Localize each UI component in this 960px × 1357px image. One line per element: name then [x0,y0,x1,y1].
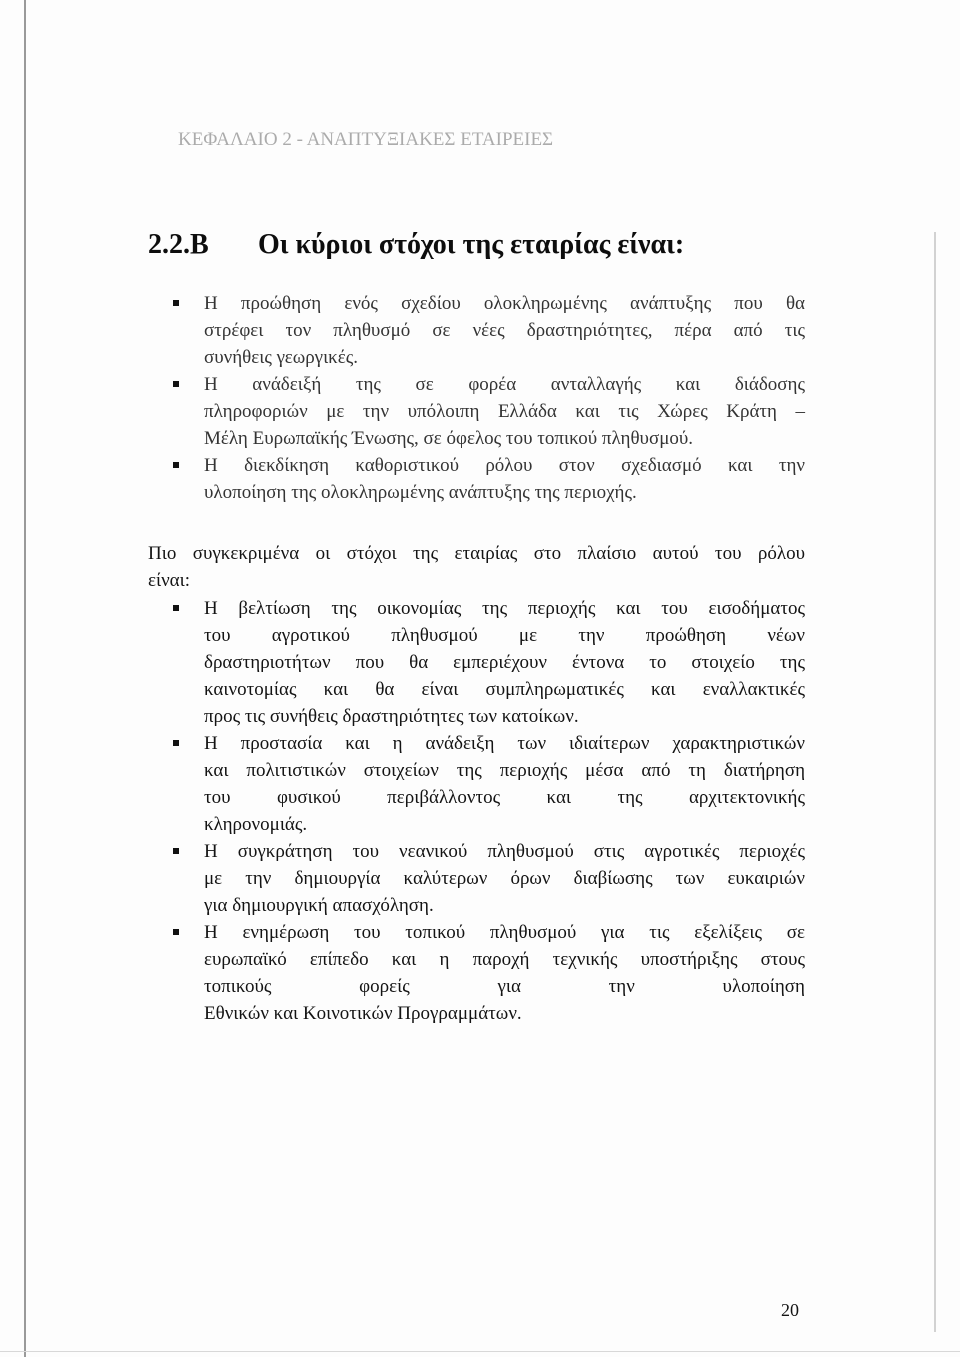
text-line: με την δημιουργία καλύτερων όρων διαβίωσης των ευκαιριών [204,867,805,889]
list-item [176,919,805,1027]
bullet-icon [173,848,179,854]
text-line: πληροφοριών με την υπόλοιπη Ελλάδα και τις Χώρες Κράτη – [204,400,805,422]
list-item [176,730,805,838]
text-line: προς τις συνήθεις δραστηριότητες των κατοίκων. [204,705,579,727]
text-line: Η προστασία και η ανάδειξη των ιδιαίτερων χαρακτηριστικών [204,732,805,754]
list-item [176,371,805,452]
bullet-icon [173,929,179,935]
scan-edge-left [24,0,26,1357]
list-item [176,290,805,371]
bullet-icon [173,740,179,746]
text-line: τοπικούς φορείς για την υλοποίηση [204,975,805,997]
text-line: και πολιτιστικών στοιχείων της περιοχής μέσα από τη διατήρηση [204,759,805,781]
bullet-icon [173,605,179,611]
text-line: ευρωπαϊκό επίπεδο και η παροχή τεχνικής υποστήριξης στους [204,948,805,970]
bullet-icon [173,300,179,306]
text-line: στρέφει τον πληθυσμό σε νέες δραστηριότητες, πέρα από τις [204,319,805,341]
scan-edge-bottom [0,1351,960,1352]
section-title: Οι κύριοι στόχοι της εταιρίας είναι: [258,229,685,260]
text-line: καινοτομίας και θα είναι συμπληρωματικές και εναλλακτικές [204,678,805,700]
text-line: για δημιουργική απασχόληση. [204,894,434,916]
text-line: κληρονομιάς. [204,813,308,835]
list-item [176,838,805,919]
page-number: 20 [781,1300,799,1320]
list-item [176,595,805,730]
text-line: δραστηριοτήτων που θα εμπεριέχουν έντονα το στοιχείο της [204,651,805,673]
text-line: Μέλη Ευρωπαϊκής Ένωσης, σε όφελος του τοπικού πληθυσμού. [204,427,694,449]
text-line: Η συγκράτηση του νεανικού πληθυσμού στις αγροτικές περιοχές [204,840,805,862]
text-line: συνήθεις γεωργικές. [204,346,359,368]
specific-goals-intro [148,540,805,594]
text-line: υλοποίηση της ολοκληρωμένης ανάπτυξης της περιοχής. [204,481,637,503]
text-line: είναι: [148,569,191,591]
text-line: Εθνικών και Κοινοτικών Προγραμμάτων. [204,1002,522,1024]
text-line: Η προώθηση ενός σχεδίου ολοκληρωμένης ανάπτυξης που θα [204,292,805,314]
scan-edge-right [934,232,936,1332]
text-line: Η ανάδειξή της σε φορέα ανταλλαγής και διάδοσης [204,373,805,395]
main-goals-list [176,290,805,506]
bullet-icon [173,462,179,468]
bullet-icon [173,381,179,387]
text-line: του αγροτικού πληθυσμού με την προώθηση νέων [204,624,805,646]
chapter-header: ΚΕΦΑΛΑΙΟ 2 - ΑΝΑΠΤΥΞΙΑΚΕΣ ΕΤΑΙΡΕΙΕΣ [178,129,554,150]
text-line: Η βελτίωση της οικονομίας της περιοχής και του εισοδήματος [204,597,805,619]
text-line: Η διεκδίκηση καθοριστικού ρόλου στον σχεδιασμό και την [204,454,805,476]
text-line: Πιο συγκεκριμένα οι στόχοι της εταιρίας στο πλαίσιο αυτού του ρόλου [148,542,805,564]
section-number: 2.2.Β [148,229,209,260]
specific-goals-list [176,595,805,1027]
list-item [176,452,805,506]
text-line: του φυσικού περιβάλλοντος και της αρχιτεκτονικής [204,786,805,808]
text-line: Η ενημέρωση του τοπικού πληθυσμού για τις εξελίξεις σε [204,921,805,943]
